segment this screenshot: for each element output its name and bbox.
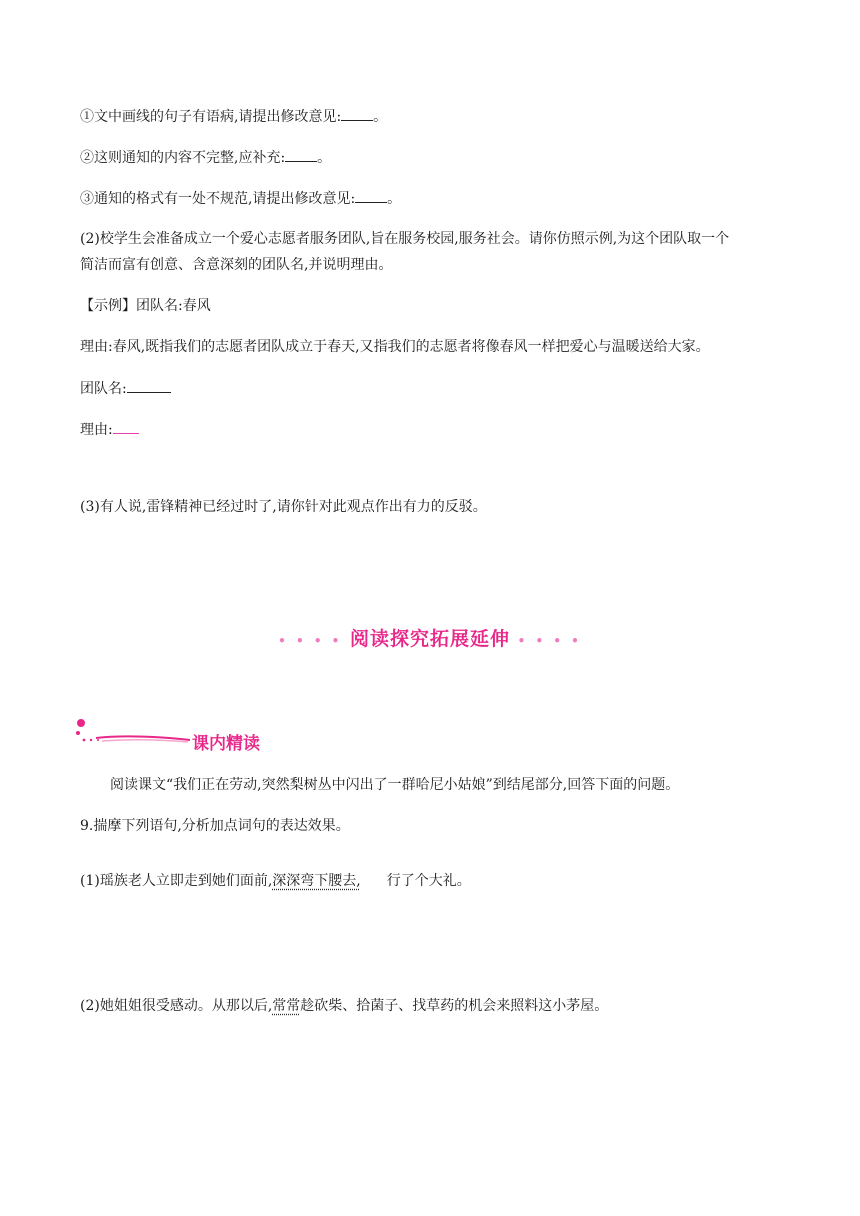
part-3-prompt: (3)有人说,雷锋精神已经过时了,请你针对此观点作出有力的反驳。 bbox=[80, 499, 487, 515]
question-9: 9.揣摩下列语句,分析加点词句的表达效果。 bbox=[80, 818, 350, 834]
dots-right-decoration: • • • • bbox=[517, 634, 582, 648]
section-banner bbox=[0, 624, 860, 651]
dots-left-decoration: • • • • bbox=[278, 634, 343, 648]
team-name-line: 团队名: bbox=[80, 378, 171, 399]
dotted-phrase: 常常 bbox=[272, 998, 301, 1014]
question-1: ①文中画线的句子有语病,请提出修改意见: 。 bbox=[80, 106, 387, 127]
part-2-prompt-line1: (2)校学生会准备成立一个爱心志愿者服务团队,旨在服务校园,服务社会。请你仿照示例,为这个团队取一个 bbox=[80, 231, 730, 247]
swoosh-decoration-icon bbox=[74, 716, 194, 752]
question-2: ②这则通知的内容不完整,应补充: 。 bbox=[80, 147, 331, 168]
example-team-name: 【示例】团队名:春风 bbox=[80, 298, 211, 314]
question-3: ③通知的格式有一处不规范,请提出修改意见: 。 bbox=[80, 188, 401, 209]
reason-blank[interactable] bbox=[113, 419, 139, 434]
part-2-prompt-line2: 简洁而富有创意、含意深刻的团队名,并说明理由。 bbox=[80, 257, 393, 273]
subheader-title: 课内精读 bbox=[192, 734, 260, 754]
example-reason: 理由:春风,既指我们的志愿者团队成立于春天,又指我们的志愿者将像春风一样把爱心与温暖送给大家。 bbox=[80, 339, 710, 355]
reason-line: 理由: bbox=[80, 419, 139, 440]
question-9-1: (1)瑶族老人立即走到她们面前,深深弯下腰去, 行了个大礼。 bbox=[80, 873, 471, 889]
answer-blank[interactable] bbox=[285, 147, 317, 162]
team-name-blank[interactable] bbox=[127, 378, 171, 393]
answer-blank[interactable] bbox=[355, 188, 387, 203]
dotted-phrase: 深深弯下腰去, bbox=[272, 873, 361, 889]
question-9-2: (2)她姐姐很受感动。从那以后,常常趁砍柴、拾菌子、找草药的机会来照料这小茅屋。 bbox=[80, 998, 609, 1014]
section-title: 阅读探究拓展延伸 bbox=[349, 628, 510, 650]
answer-blank[interactable] bbox=[341, 106, 373, 121]
reading-instruction: 阅读课文“我们正在劳动,突然梨树丛中闪出了一群哈尼小姑娘”到结尾部分,回答下面的问题。 bbox=[110, 777, 680, 793]
subheader-block bbox=[74, 716, 294, 756]
